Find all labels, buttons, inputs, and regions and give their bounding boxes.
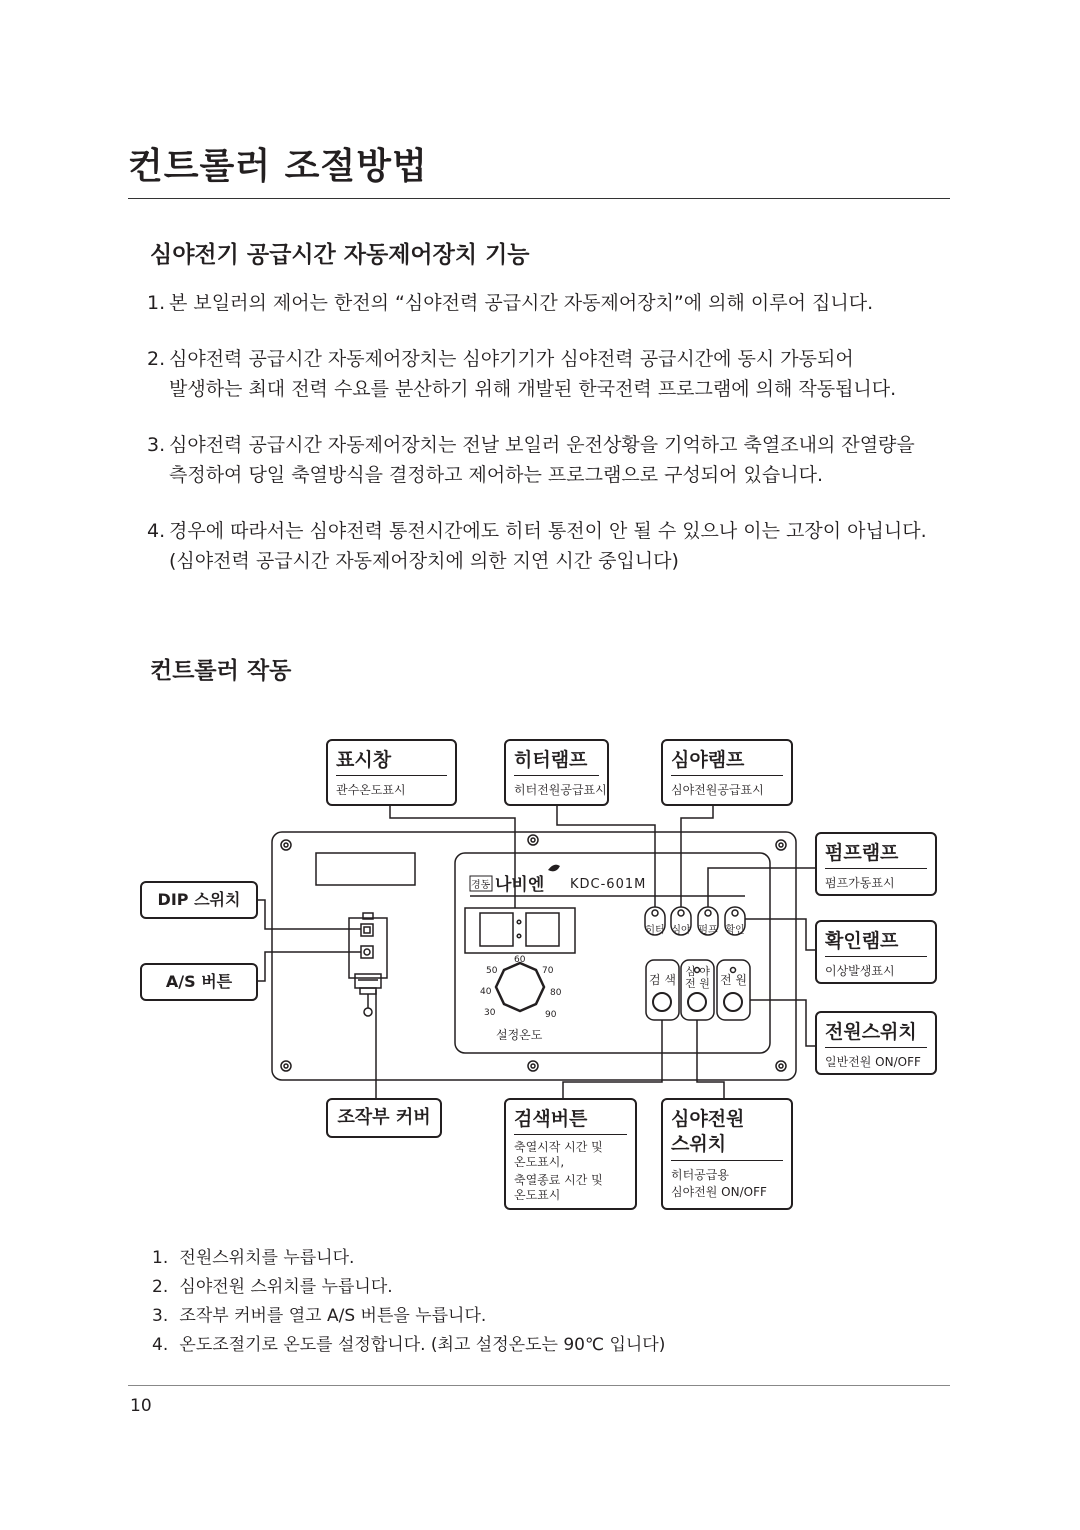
page-title: 컨트롤러 조절방법 [128,146,428,187]
callout-sub: 일반전원 ON/OFF [825,1055,921,1069]
callout-sub-4: 온도표시 [514,1188,561,1202]
lamp-heater-label: 히터 [645,925,665,936]
dial-tick-80: 80 [550,988,562,998]
item-number: 4. [147,520,166,542]
callout-pump-lamp [815,832,937,896]
item-text: 심야전력 공급시간 자동제어장치는 심야기기가 심야전력 공급시간에 동시 가동되어 [169,348,854,370]
lamp-pump-label: 펌프 [698,925,718,936]
button-power-label[interactable]: 전 원 [720,973,747,987]
callout-sub: 심야전원공급표시 [671,783,764,797]
item-text-continued: (심야전력 공급시간 자동제어장치에 의한 지연 시간 중입니다) [169,550,679,572]
callout-title: 전원스위치 [825,1021,917,1043]
dial-tick-70: 70 [542,966,554,976]
page-number: 10 [130,1396,152,1416]
step-text: 심야전원 스위치를 누릅니다. [179,1277,393,1297]
callout-title: 검색버튼 [514,1108,588,1130]
step-number: 4. [152,1335,169,1355]
section-heading-auto-control: 심야전기 공급시간 자동제어장치 기능 [150,242,530,268]
callout-as-button: A/S 버튼 [140,963,258,1001]
footer-divider [128,1385,950,1386]
paragraph-item-2 [147,344,947,404]
callout-sub: 히터전원공급표시 [514,783,607,797]
callout-title: 심야램프 [671,749,745,771]
section-heading-controller-operation: 컨트롤러 작동 [150,658,292,684]
paragraph-item-3 [147,430,947,490]
item-text-continued: 발생하는 최대 전력 수요를 분산하기 위해 개발된 한국전력 프로그램에 의해 작동됩니다. [169,378,897,400]
callout-title-1: 심야전원 [671,1108,745,1130]
step-item [152,1273,665,1302]
callout-sub: 이상발생표시 [825,964,895,978]
temperature-dial [496,963,544,1011]
paragraph-item-1 [147,288,947,318]
dip-as-module [349,918,387,978]
seven-seg-display [465,908,575,953]
callout-night-lamp [661,739,793,806]
button-night-label-bottom[interactable]: 전 원 [685,977,710,990]
callout-dip-switch: DIP 스위치 [140,881,258,919]
item-number: 1. [147,292,166,314]
callout-title-2: 스위치 [671,1133,727,1155]
item-text: 본 보일러의 제어는 한전의 “심야전력 공급시간 자동제어장치”에 의해 이루어 집니다. [169,292,874,314]
dial-label: 설정온도 [496,1028,543,1042]
button-power [717,960,750,1020]
callout-sub-1: 히터공급용 [671,1168,729,1182]
dial-tick-40: 40 [480,987,492,997]
paragraph-item-4 [147,516,947,576]
dial-tick-60: 60 [514,955,526,965]
step-number: 2. [152,1277,169,1297]
item-number: 3. [147,434,166,456]
callout-display [326,739,457,806]
callout-sub: 관수온도표시 [336,783,406,797]
callout-title: 표시창 [336,749,392,771]
callout-sub-2: 온도표시, [514,1155,565,1169]
step-item [152,1244,665,1273]
lamp-check-label: 확인 [725,925,745,936]
title-divider [128,198,950,199]
callout-sub-1: 축열시작 시간 및 [514,1140,603,1154]
step-number: 3. [152,1306,169,1326]
dial-tick-50: 50 [486,966,498,976]
item-number: 2. [147,348,166,370]
dial-tick-90: 90 [545,1010,557,1020]
item-text: 심야전력 공급시간 자동제어장치는 전날 보일러 운전상황을 기억하고 축열조내의 잔열량을 [169,434,915,456]
callout-heater-lamp [504,739,609,806]
brand-badge: 경동 [471,880,491,891]
dial-tick-30: 30 [484,1008,496,1018]
model-number: KDC-601M [570,877,647,892]
callout-cover: 조작부 커버 [326,1098,442,1138]
button-search-label[interactable]: 검 색 [649,973,676,987]
step-item [152,1302,665,1331]
callout-sub-3: 축열종료 시간 및 [514,1173,603,1187]
step-text: 조작부 커버를 열고 A/S 버튼을 누릅니다. [179,1306,487,1326]
operation-steps [152,1244,665,1360]
step-text: 온도조절기로 온도를 설정합니다. (최고 설정온도는 90℃ 입니다) [179,1335,666,1355]
callout-title: 히터램프 [514,749,588,771]
callout-night-power-switch [661,1098,793,1210]
display-window [316,853,415,885]
callout-sub-2: 심야전원 ON/OFF [671,1185,767,1199]
callout-search-button [504,1098,637,1210]
callout-check-lamp [815,920,937,984]
lamp-night-label: 심야 [671,925,691,936]
step-text: 전원스위치를 누릅니다. [179,1248,355,1268]
step-item [152,1331,665,1360]
brand-logo: 나비엔 [495,875,545,895]
step-number: 1. [152,1248,169,1268]
callout-sub: 펌프가동표시 [825,876,895,890]
item-text-continued: 측정하여 당일 축열방식을 결정하고 제어하는 프로그램으로 구성되어 있습니다. [169,464,824,486]
item-text: 경우에 따라서는 심야전력 통전시간에도 히터 통전이 안 될 수 있으나 이는 고장이 아닙니다. [169,520,927,542]
callout-title: 펌프램프 [825,842,899,864]
callout-power-switch [815,1011,937,1075]
button-search [646,960,679,1020]
button-night-label-top[interactable]: 심 야 [685,965,710,978]
callout-title: 확인램프 [825,930,899,952]
